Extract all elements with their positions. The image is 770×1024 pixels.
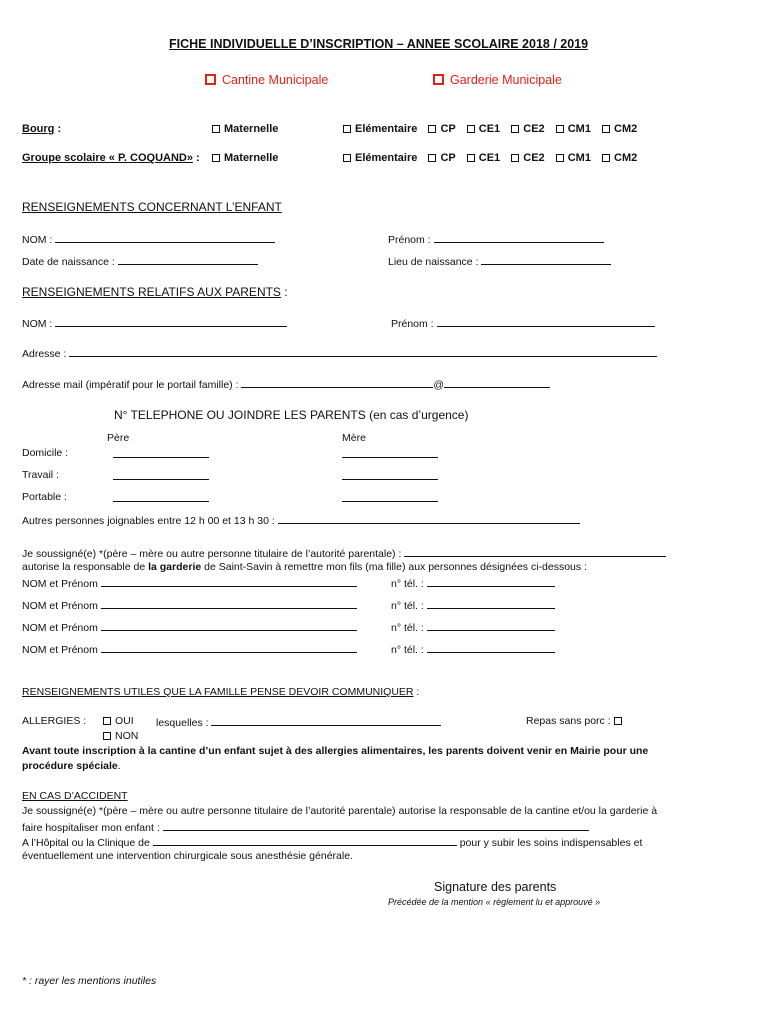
cantine-checkbox[interactable]: [205, 74, 216, 85]
maternelle-label: Maternelle: [224, 123, 279, 135]
domicile-pere-field[interactable]: [113, 447, 209, 461]
checkbox-icon[interactable]: [343, 125, 351, 133]
autorisation-line2: [22, 561, 587, 573]
soins-label: pour y subir les soins indispensables et: [459, 837, 643, 849]
garderie-option[interactable]: [433, 73, 562, 87]
enfant-nom-field[interactable]: [22, 232, 275, 246]
garderie-checkbox[interactable]: [433, 74, 444, 85]
at-sign: @: [433, 379, 445, 391]
class-label: CE1: [478, 152, 501, 164]
class-label: CM2: [614, 152, 638, 164]
person-tel[interactable]: [391, 642, 555, 656]
parents-prenom-field[interactable]: [391, 316, 655, 330]
groupe-maternelle[interactable]: [212, 152, 278, 164]
pere-label: Père: [107, 432, 130, 444]
elementaire-label: Elémentaire: [355, 123, 418, 135]
class-label: CE2: [523, 152, 545, 164]
elementaire-label: Elémentaire: [355, 152, 418, 164]
autorisation-text-c: de Saint-Savin à remettre mon fils (ma fille) aux personnes désignées ci-dessous :: [201, 561, 587, 573]
mere-label: Mère: [342, 432, 366, 444]
person-tel[interactable]: [391, 620, 555, 634]
person-row[interactable]: [22, 620, 357, 634]
checkbox-icon[interactable]: [511, 125, 519, 133]
garderie-label: Garderie Municipale: [450, 73, 562, 87]
accident-heading: EN CAS D’ACCIDENT: [22, 790, 128, 802]
parents-colon: :: [280, 285, 288, 299]
portable-pere-field[interactable]: [113, 491, 209, 505]
signature-title: Signature des parents: [434, 880, 557, 894]
repas-label: Repas sans porc :: [526, 715, 611, 727]
nom-prenom-label: NOM et Prénom: [22, 578, 98, 590]
bourg-classes[interactable]: [343, 123, 645, 135]
signature-subtitle: Précédée de la mention « règlement lu et approuvé »: [388, 897, 601, 907]
checkbox-icon[interactable]: [602, 125, 610, 133]
accident-line2[interactable]: [22, 820, 589, 834]
tel-label: n° tél. :: [391, 578, 424, 590]
checkbox-icon[interactable]: [467, 125, 475, 133]
adresse-label: Adresse :: [22, 348, 67, 360]
accident-line4: éventuellement une intervention chirurgicale sous anesthésie générale.: [22, 850, 353, 862]
nom-prenom-label: NOM et Prénom: [22, 622, 98, 634]
person-row[interactable]: [22, 576, 357, 590]
repas-option[interactable]: [526, 715, 626, 727]
class-label: CP: [440, 152, 456, 164]
travail-mere-field[interactable]: [342, 469, 438, 483]
portable-mere-field[interactable]: [342, 491, 438, 505]
parents-heading-wrap: [22, 285, 288, 299]
maternelle-label: Maternelle: [224, 152, 279, 164]
allergies-warning-2: procédure spéciale: [22, 760, 118, 772]
bourg-label-wrap: [22, 123, 61, 135]
checkbox-icon[interactable]: [467, 154, 475, 162]
person-row[interactable]: [22, 598, 357, 612]
nom-label: NOM :: [22, 318, 53, 330]
checkbox-icon[interactable]: [511, 154, 519, 162]
allergies-warning: Avant toute inscription à la cantine d’un enfant sujet à des allergies alimentaires, les parents doivent venir en Mairie pour une: [22, 745, 649, 757]
hopital-label: A l’Hôpital ou la Clinique de: [22, 837, 150, 849]
travail-pere-field[interactable]: [113, 469, 209, 483]
utiles-colon: :: [413, 686, 420, 698]
checkbox-icon[interactable]: [103, 732, 111, 740]
parents-heading: RENSEIGNEMENTS RELATIFS AUX PARENTS: [22, 285, 281, 299]
enfant-heading: RENSEIGNEMENTS CONCERNANT L’ENFANT: [22, 200, 282, 214]
groupe-colon: :: [192, 152, 200, 164]
class-label: CM1: [567, 123, 591, 135]
autorisation-text-a: autorise la responsable de: [22, 561, 149, 573]
bourg-colon: :: [54, 123, 62, 135]
allergies-oui[interactable]: [103, 715, 134, 727]
autres-label: Autres personnes joignables entre 12 h 00 et 13 h 30 :: [22, 515, 275, 527]
allergies-warning-period: .: [117, 760, 121, 772]
date-label: Date de naissance :: [22, 256, 115, 268]
class-label: CE2: [523, 123, 545, 135]
lieu-label: Lieu de naissance :: [388, 256, 479, 268]
person-tel[interactable]: [391, 598, 555, 612]
tel-label: n° tél. :: [391, 622, 424, 634]
domicile-mere-field[interactable]: [342, 447, 438, 461]
checkbox-icon[interactable]: [556, 154, 564, 162]
class-label: CE1: [478, 123, 501, 135]
form-title: FICHE INDIVIDUELLE D’INSCRIPTION – ANNEE SCOLAIRE 2018 / 2019: [169, 37, 589, 51]
prenom-label: Prénom :: [388, 234, 431, 246]
checkbox-icon[interactable]: [614, 717, 622, 725]
class-label: CM1: [567, 152, 591, 164]
utiles-heading: RENSEIGNEMENTS UTILES QUE LA FAMILLE PENSE DEVOIR COMMUNIQUER: [22, 686, 414, 698]
mail-label: Adresse mail (impératif pour le portail famille) :: [22, 379, 239, 391]
tel-label: n° tél. :: [391, 644, 424, 656]
class-label: CP: [440, 123, 456, 135]
person-row[interactable]: [22, 642, 357, 656]
parents-mail-field[interactable]: [22, 377, 550, 391]
utiles-heading-wrap: [22, 686, 419, 698]
enfant-date-field[interactable]: [22, 254, 258, 268]
prenom-label: Prénom :: [391, 318, 434, 330]
nom-label: NOM :: [22, 234, 53, 246]
nom-prenom-label: NOM et Prénom: [22, 600, 98, 612]
tel-label: n° tél. :: [391, 600, 424, 612]
checkbox-icon[interactable]: [212, 154, 220, 162]
domicile-label: Domicile :: [22, 447, 69, 459]
checkbox-icon[interactable]: [212, 125, 220, 133]
enfant-prenom-field[interactable]: [388, 232, 604, 246]
groupe-label: Groupe scolaire « P. COQUAND»: [22, 152, 193, 164]
person-tel[interactable]: [391, 576, 555, 590]
parents-adresse-field[interactable]: [22, 346, 657, 360]
hospitaliser-label: faire hospitaliser mon enfant :: [22, 822, 160, 834]
nom-prenom-label: NOM et Prénom: [22, 644, 98, 656]
cantine-label: Cantine Municipale: [222, 73, 329, 87]
checkbox-icon[interactable]: [343, 154, 351, 162]
groupe-label-wrap: [22, 152, 200, 164]
bourg-maternelle[interactable]: [212, 123, 278, 135]
accident-line3[interactable]: [22, 835, 642, 849]
autorisation-line1[interactable]: [22, 546, 666, 560]
bourg-label: Bourg: [22, 123, 55, 135]
parents-nom-field[interactable]: [22, 316, 287, 330]
allergies-non[interactable]: [103, 730, 138, 742]
class-label: CM2: [614, 123, 638, 135]
enfant-lieu-field[interactable]: [388, 254, 611, 268]
portable-label: Portable :: [22, 491, 67, 503]
allergies-label: ALLERGIES :: [22, 715, 87, 727]
groupe-classes[interactable]: [343, 152, 645, 164]
autorisation-text: Je soussigné(e) *(père – mère ou autre personne titulaire de l’autorité parentale) :: [22, 548, 402, 560]
accident-line1: Je soussigné(e) *(père – mère ou autre personne titulaire de l’autorité parentale) autorise la responsable de la cantine et/ou la garderie à: [22, 805, 658, 817]
telephone-heading: N° TELEPHONE OU JOINDRE LES PARENTS (en cas d’urgence): [114, 408, 469, 422]
lesquelles-field[interactable]: [156, 715, 441, 729]
checkbox-icon[interactable]: [556, 125, 564, 133]
travail-label: Travail :: [22, 469, 59, 481]
oui-label: OUI: [115, 715, 134, 727]
non-label: NON: [115, 730, 139, 742]
checkbox-icon[interactable]: [428, 125, 436, 133]
lesquelles-label: lesquelles :: [156, 717, 209, 729]
checkbox-icon[interactable]: [602, 154, 610, 162]
garderie-bold: la garderie: [148, 561, 202, 573]
allergies-warning-2-wrap: [22, 760, 121, 772]
footnote: * : rayer les mentions inutiles: [22, 975, 157, 987]
autres-field[interactable]: [22, 513, 580, 527]
checkbox-icon[interactable]: [428, 154, 436, 162]
cantine-option[interactable]: [205, 73, 328, 87]
checkbox-icon[interactable]: [103, 717, 111, 725]
